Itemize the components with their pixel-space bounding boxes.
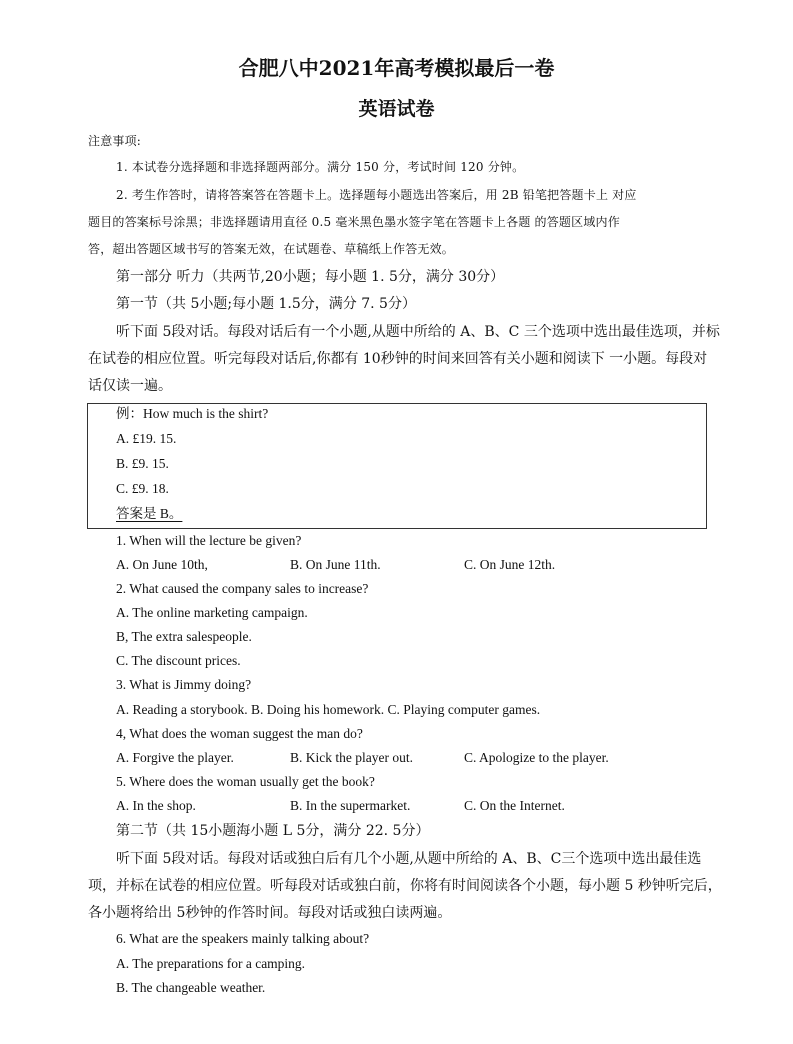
section1-heading: 第一节（共 5小题;每小题 1.5分，满分 7. 5分） xyxy=(116,296,416,312)
q1-option-a: A. On June 10th, xyxy=(116,557,208,572)
q5-option-b: B. In the supermarket. xyxy=(290,798,411,813)
section1-instruction-line-1: 听下面 5段对话。每段对话后有一个小题,从题中所给的 A、B、C 三个选项中选出最佳选项，并标 xyxy=(116,324,720,340)
q4-stem: 4, What does the woman suggest the man do? xyxy=(116,726,363,741)
q5-stem: 5. Where does the woman usually get the book? xyxy=(116,774,375,789)
q1-option-b: B. On June 11th. xyxy=(290,557,381,572)
q2-option-a: A. The online marketing campaign. xyxy=(116,605,308,620)
section2-heading: 第二节（共 15小题海小题 L 5分，满分 22. 5分） xyxy=(116,823,430,839)
q2-option-c: C. The discount prices. xyxy=(116,653,241,668)
notes-item-2-line-2: 题目的答案标号涂黑；非选择题请用直径 0.5 毫米黑色墨水签字笔在答题卡上各题 的答题区域内作 xyxy=(88,215,620,229)
section2-instruction-line-2: 项，并标在试卷的相应位置。听每段对话或独白前，你将有时间阅读各个小题，每小题 5 秒钟听完后， xyxy=(88,878,722,894)
q6-stem: 6. What are the speakers mainly talking about? xyxy=(116,931,370,946)
q6-option-b: B. The changeable weather. xyxy=(116,980,266,995)
example-option-b: B. £9. 15. xyxy=(116,456,169,471)
exam-subtitle: 英语试卷 xyxy=(358,98,435,120)
example-option-a: A. £19. 15. xyxy=(116,431,177,446)
notes-item-1: 1. 本试卷分选择题和非选择题两部分。满分 150 分，考试时间 120 分钟。 xyxy=(116,160,525,174)
notes-heading: 注意事项: xyxy=(88,134,142,148)
q6-option-a: A. The preparations for a camping. xyxy=(116,956,306,971)
q4-option-b: B. Kick the player out. xyxy=(290,750,413,765)
section1-instruction-line-2: 在试卷的相应位置。听完每段对话后,你都有 10秒钟的时间来回答有关小题和阅读下 一小题。每段对 xyxy=(88,351,708,367)
q4-option-c: C. Apologize to the player. xyxy=(464,750,609,765)
notes-item-2-line-3: 答，超出答题区域书写的答案无效，在试题卷、草稿纸上作答无效。 xyxy=(88,242,455,256)
q5-option-c: C. On the Internet. xyxy=(464,798,565,813)
notes-item-2-line-1: 2. 考生作答时，请将答案答在答题卡上。选择题每小题选出答案后，用 2B 铅笔把答题卡上 对应 xyxy=(116,188,637,202)
example-option-c: C. £9. 18. xyxy=(116,481,169,496)
part1-heading: 第一部分 听力（共两节,20小题；每小题 1. 5分，满分 30分） xyxy=(116,269,505,285)
q3-options: A. Reading a storybook. B. Doing his homework. C. Playing computer games. xyxy=(116,702,541,717)
exam-title: 合肥八中2021年高考模拟最后一卷 xyxy=(238,56,555,80)
example-answer: 答案是 B。 xyxy=(116,506,183,521)
q2-option-b: B, The extra salespeople. xyxy=(116,629,252,644)
example-question: 例：How much is the shirt? xyxy=(116,406,269,421)
q5-option-a: A. In the shop. xyxy=(116,798,196,813)
q3-stem: 3. What is Jimmy doing? xyxy=(116,677,252,692)
section1-instruction-line-3: 话仅读一遍。 xyxy=(88,378,172,394)
q2-stem: 2. What caused the company sales to increase? xyxy=(116,581,369,596)
section2-instruction-line-3: 各小题将给出 5秒钟的作答时间。每段对话或独白读两遍。 xyxy=(88,905,452,921)
q1-stem: 1. When will the lecture be given? xyxy=(116,533,302,548)
q1-option-c: C. On June 12th. xyxy=(464,557,556,572)
section2-instruction-line-1: 听下面 5段对话。每段对话或独白后有几个小题,从题中所给的 A、B、C三个选项中选出最佳选 xyxy=(116,851,702,867)
q4-option-a: A. Forgive the player. xyxy=(116,750,234,765)
